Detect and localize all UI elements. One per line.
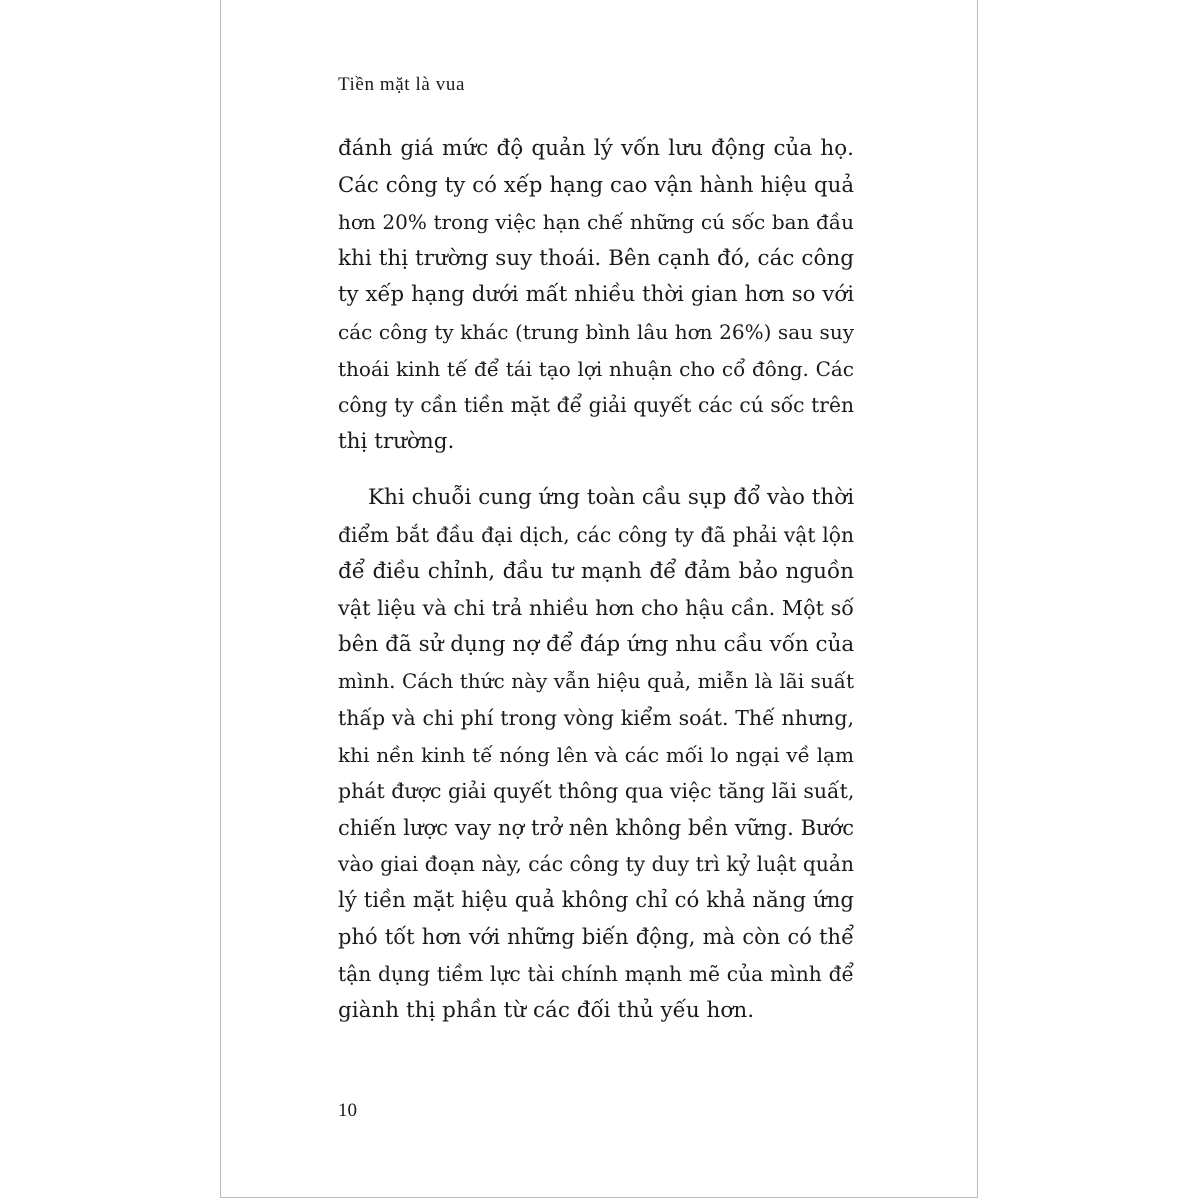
- text-line: hơn 20% trong việc hạn chế những cú sốc ban đầu: [338, 210, 854, 235]
- text-line: khi nền kinh tế nóng lên và các mối lo ngại về lạm: [338, 742, 854, 767]
- text-line: phát được giải quyết thông qua việc tăng lãi suất,: [338, 779, 855, 804]
- text-line: ty xếp hạng dưới mất nhiều thời gian hơn so với: [338, 282, 854, 308]
- running-header-title: Tiền mặt là vua: [338, 74, 466, 95]
- text-line: tận dụng tiềm lực tài chính mạnh mẽ của mình để: [338, 962, 854, 987]
- paragraph-2: [338, 480, 854, 1029]
- text-line: thị trường.: [338, 428, 455, 454]
- text-line: Khi chuỗi cung ứng toàn cầu sụp đổ vào thời: [368, 485, 855, 511]
- paragraph-1: [338, 131, 854, 460]
- text-line: mình. Cách thức này vẫn hiệu quả, miễn là lãi suất: [338, 669, 854, 694]
- text-line: giành thị phần từ các đối thủ yếu hơn.: [338, 997, 755, 1023]
- text-line: thấp và chi phí trong vòng kiểm soát. Thế nhưng,: [338, 705, 854, 730]
- body-text: [338, 131, 854, 1029]
- text-line: thoái kinh tế để tái tạo lợi nhuận cho cổ đông. Các: [338, 356, 854, 381]
- text-line: phó tốt hơn với những biến động, mà còn có thể: [338, 925, 854, 950]
- text-line: khi thị trường suy thoái. Bên cạnh đó, các công: [338, 245, 854, 271]
- text-line: điểm bắt đầu đại dịch, các công ty đã phải vật lộn: [338, 522, 854, 547]
- text-line: vào giai đoạn này, các công ty duy trì kỷ luật quản: [338, 852, 854, 877]
- text-line: bên đã sử dụng nợ để đáp ứng nhu cầu vốn của: [338, 631, 855, 657]
- text-line: vật liệu và chi trả nhiều hơn cho hậu cần. Một số: [338, 596, 854, 621]
- book-page: [220, 0, 978, 1198]
- text-line: các công ty khác (trung bình lâu hơn 26%) sau suy: [338, 319, 854, 344]
- paragraph-spacer: [338, 460, 854, 480]
- text-line: để điều chỉnh, đầu tư mạnh để đảm bảo nguồn: [338, 558, 854, 584]
- text-line: Các công ty có xếp hạng cao vận hành hiệu quả: [338, 172, 854, 198]
- text-line: đánh giá mức độ quản lý vốn lưu động của họ.: [338, 136, 854, 161]
- text-line: lý tiền mặt hiệu quả không chỉ có khả năng ứng: [338, 887, 854, 913]
- text-line: chiến lược vay nợ trở nên không bền vững. Bước: [338, 815, 854, 840]
- text-line: công ty cần tiền mặt để giải quyết các cú sốc trên: [338, 393, 854, 418]
- page-number: 10: [338, 1100, 357, 1121]
